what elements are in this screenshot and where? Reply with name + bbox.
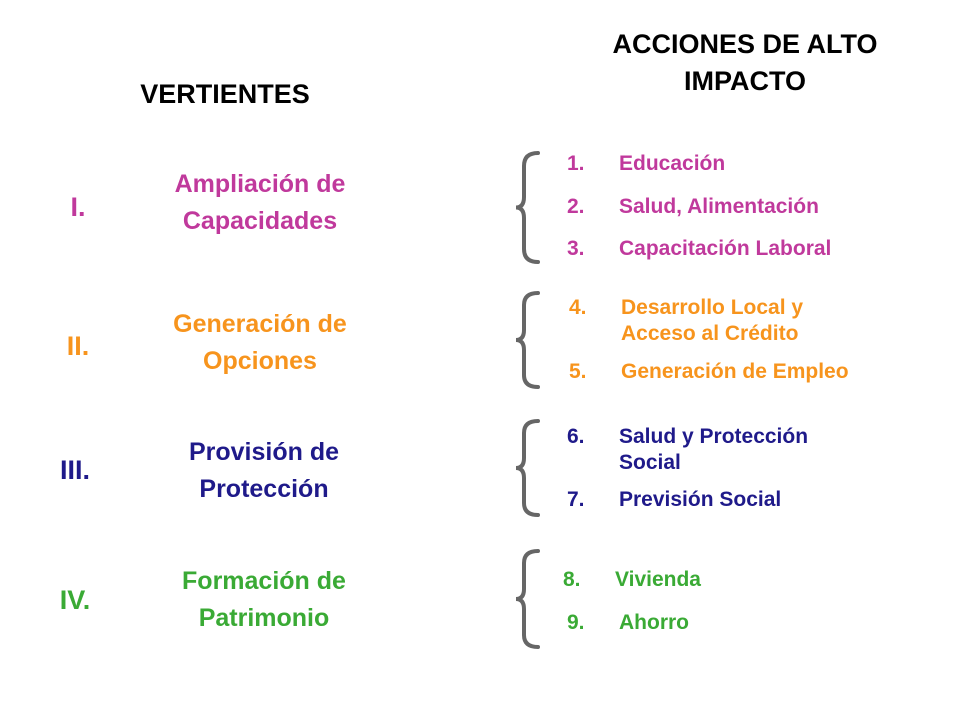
action-label: Previsión Social: [619, 488, 782, 511]
action-number: 6.: [567, 425, 585, 448]
action-number: 7.: [567, 488, 585, 511]
acciones-header: [560, 26, 930, 100]
action-item: [567, 424, 808, 476]
action-item: [563, 567, 701, 593]
action-item: [567, 151, 725, 177]
row-2-brace-icon: [510, 290, 542, 390]
row-4-brace-icon: [510, 548, 542, 650]
action-label: [621, 295, 803, 347]
vertientes-header: VERTIENTES: [140, 79, 310, 109]
row-2-roman: II.: [66, 331, 90, 361]
action-label: Ahorro: [619, 611, 689, 634]
action-number: 3.: [567, 237, 585, 260]
row-2-title: [110, 306, 410, 380]
action-number: 2.: [567, 195, 585, 218]
action-label: Generación de Empleo: [621, 360, 849, 383]
row-2-title-line2: Opciones: [203, 347, 317, 375]
row-4-title: [114, 563, 414, 637]
action-label-line1: Salud y Protección: [619, 425, 809, 448]
action-item: [567, 610, 689, 636]
row-3-title: [114, 434, 414, 508]
action-number: 8.: [563, 568, 581, 591]
action-label: Capacitación Laboral: [619, 237, 832, 260]
action-label: Salud, Alimentación: [619, 195, 819, 218]
row-1-brace-icon: [510, 150, 542, 265]
action-number: 1.: [567, 152, 585, 175]
row-3-brace-icon: [510, 418, 542, 518]
row-4-title-line1: Formación de: [182, 567, 346, 595]
action-label: Vivienda: [615, 568, 701, 591]
row-3-title-line2: Protección: [199, 475, 329, 503]
action-label: Educación: [619, 152, 726, 175]
action-label-line2: Acceso al Crédito: [621, 322, 799, 345]
action-label-line1: Desarrollo Local y: [621, 296, 804, 319]
row-3-roman: III.: [59, 455, 90, 485]
action-label: [619, 424, 808, 476]
row-1-title-line2: Capacidades: [182, 207, 338, 235]
action-number: 9.: [567, 611, 585, 634]
action-item: [569, 359, 849, 385]
row-3-title-line1: Provisión de: [188, 438, 340, 466]
action-item: [567, 487, 781, 513]
action-item: [567, 194, 819, 220]
row-4-roman: IV.: [59, 585, 91, 615]
row-4-title-line2: Patrimonio: [198, 604, 330, 632]
action-item: [569, 295, 803, 347]
row-1-title: [110, 166, 410, 240]
action-number: 4.: [569, 296, 587, 319]
action-number: 5.: [569, 360, 587, 383]
acciones-header-line2: IMPACTO: [683, 66, 806, 96]
action-label-line2: Social: [619, 451, 681, 474]
row-2-title-line1: Generación de: [173, 310, 347, 338]
row-1-title-line1: Ampliación de: [174, 170, 346, 198]
action-item: [567, 236, 831, 262]
acciones-header-line1: ACCIONES DE ALTO: [612, 29, 878, 59]
row-1-roman: I.: [70, 192, 86, 222]
